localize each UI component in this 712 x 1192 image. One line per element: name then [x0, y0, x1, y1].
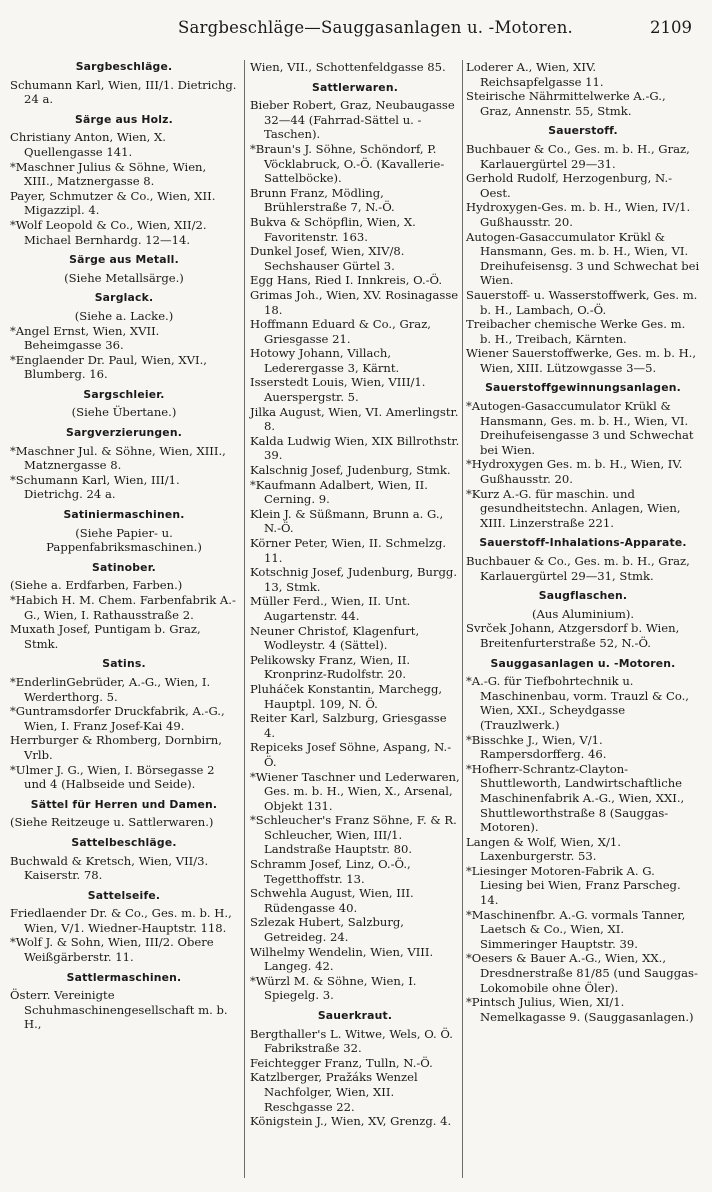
running-title: Sargbeschläge—Sauggasanlagen u. -Motoren. — [178, 18, 573, 37]
directory-entry: Buchwald & Kretsch, Wien, VII/3. Kaiserstr. 78. — [10, 853, 209, 883]
page-header — [0, 18, 712, 42]
column-2 — [250, 60, 460, 1129]
directory-entry: *Wiener Taschner und Lederwaren, Ges. m. b. H., Wien, X., Arsenal, Objekt 131. — [250, 769, 460, 813]
directory-entry: Neuner Christof, Klagenfurt, Wodleystr. 4 (Sättel). — [250, 623, 420, 653]
section-heading: Sargschleier. — [83, 387, 165, 401]
directory-entry: Kalschnig Josef, Judenburg, Stmk. — [250, 463, 451, 478]
directory-entry: *Englaender Dr. Paul, Wien, XVI., Blumberg. 16. — [10, 352, 207, 382]
directory-entry: Muxath Josef, Puntigam b. Graz, Stmk. — [10, 622, 201, 651]
directory-entry: *Braun's J. Söhne, Schöndorf, P. Vöcklabruck, O.-Ö. (Kavallerie-Sattelböcke). — [250, 141, 445, 186]
directory-entry: *Hofherr-Schrantz-Clayton-Shuttleworth, Landwirtschaftliche Maschinenfabrik A.-G., Wien, XXI., Shuttleworthstraße 8 (Sauggas-Motoren). — [466, 761, 685, 835]
cross-reference: (Siehe Metallsärge.) — [64, 270, 184, 285]
section-heading: Sauerstoff-Inhalations-Apparate. — [479, 536, 687, 550]
directory-entry: Österr. Vereinigte Schuhmaschinengesellschaft m. b. H., — [10, 988, 228, 1032]
section-heading: Satinober. — [92, 560, 156, 574]
directory-entry: Treibacher chemische Werke Ges. m. b. H., Treibach, Kärnten. — [466, 317, 686, 346]
section-heading: Sattlermaschinen. — [66, 970, 182, 984]
column-divider-left — [244, 60, 245, 1178]
column-3 — [466, 60, 700, 1024]
directory-entry: Schwehla August, Wien, III. Rüdengasse 40. — [250, 886, 414, 915]
directory-entry: *Maschinenfbr. A.-G. vormals Tanner, Laetsch & Co., Wien, XI. Simmeringer Hauptstr. 39. — [466, 907, 686, 951]
section-heading: Sauerkraut. — [317, 1009, 393, 1022]
directory-entry: Wien, VII., Schottenfeldgasse 85. — [250, 60, 446, 74]
section-heading: Satiniermaschinen. — [63, 508, 185, 522]
directory-entry: *Bisschke J., Wien, V/1. Rampersdorfferg. 46. — [466, 732, 607, 762]
column-1 — [10, 60, 238, 1032]
directory-entry: Gerhold Rudolf, Herzogenburg, N.-Oest. — [466, 171, 673, 200]
directory-entry: Bieber Robert, Graz, Neubaugasse 32—44 (Fahrrad-Sättel u. -Taschen). — [250, 98, 455, 142]
directory-entry: Wiener Sauerstoffwerke, Ges. m. b. H., Wien, XIII. Lützowgasse 3—5. — [466, 346, 697, 375]
directory-entry: *Liesinger Motoren-Fabrik A. G. Liesing bei Wien, Franz Parscheg. 14. — [466, 863, 681, 908]
section-heading: Sauerstoff. — [548, 124, 618, 138]
section-heading: Särge aus Metall. — [69, 253, 179, 267]
directory-entry: Isserstedt Louis, Wien, VIII/1. Auerspergstr. 5. — [250, 375, 426, 405]
directory-entry: *Autogen-Gasaccumulator Krükl & Hansmann, Ges. m. b. H., Wien, VI. Dreihufeisengasse 3 und Schwechat bei Wien. — [466, 399, 694, 457]
directory-entry: *Hydroxygen Ges. m. b. H., Wien, IV. Gußhausstr. 20. — [466, 457, 683, 487]
directory-entry: Pelikowsky Franz, Wien, II. Kronprinz-Rudolfstr. 20. — [250, 652, 411, 682]
directory-entry: Kalda Ludwig Wien, XIX Billrothstr. 39. — [250, 433, 460, 463]
directory-entry: *Würzl M. & Söhne, Wien, I. Spiegelg. 3. — [250, 973, 417, 1003]
directory-entry: *Wolf J. & Sohn, Wien, III/2. Obere Weißgärberstr. 11. — [10, 935, 214, 965]
directory-entry: Katzlberger, Pražáks Wenzel Nachfolger, Wien, XII. Reschgasse 22. — [250, 1070, 418, 1114]
directory-entry: Friedlaender Dr. & Co., Ges. m. b. H., Wien, V/1. Wiedner-Hauptstr. 118. — [10, 906, 232, 935]
directory-entry: Hoffmann Eduard & Co., Graz, Griesgasse 21. — [250, 317, 431, 346]
directory-entry: Repiceks Josef Söhne, Aspang, N.-Ö. — [250, 740, 452, 769]
directory-entry: *Angel Ernst, Wien, XVII. Beheimgasse 36. — [10, 323, 160, 353]
section-heading: Satins. — [102, 657, 146, 671]
directory-entry: *Habich H. M. Chem. Farbenfabrik A.-G., Wien, I. Rathausstraße 2. — [10, 593, 236, 622]
directory-entry: (Siehe Reitzeuge u. Sattlerwaren.) — [10, 815, 214, 830]
column-divider-right — [462, 60, 463, 1178]
directory-entry: Jilka August, Wien, VI. Amerlingstr. 8. — [250, 404, 459, 434]
directory-entry: *Maschner Julius & Söhne, Wien, XIII., Matznergasse 8. — [10, 159, 207, 189]
directory-entry: Szlezak Hubert, Salzburg, Getreideg. 24. — [250, 915, 404, 945]
directory-entry: Feichtegger Franz, Tulln, N.-Ö. — [250, 1055, 433, 1070]
directory-entry: Bergthaller's L. Witwe, Wels, O. Ö. Fabrikstraße 32. — [250, 1026, 453, 1056]
section-heading: Sargbeschläge. — [75, 60, 173, 73]
section-heading: Sattelseife. — [87, 888, 161, 902]
directory-entry: *Kurz A.-G. für maschin. und gesundheitstechn. Anlagen, Wien, XIII. Linzerstraße 221. — [466, 486, 681, 530]
directory-entry: Bukva & Schöpflin, Wien, X. Favoritenstr. 163. — [250, 214, 416, 244]
directory-entry: Schumann Karl, Wien, III/1. Dietrichg. 24 a. — [10, 77, 237, 107]
directory-entry: *Schleucher's Franz Söhne, F. & R. Schleucher, Wien, III/1. Landstraße Hauptstr. 80. — [250, 813, 457, 857]
directory-entry: *Schumann Karl, Wien, III/1. Dietrichg. 24 a. — [10, 472, 180, 502]
directory-entry: Königstein J., Wien, XV, Grenzg. 4. — [250, 1114, 452, 1129]
directory-entry: Dunkel Josef, Wien, XIV/8. Sechshauser Gürtel 3. — [250, 244, 405, 273]
section-heading: Särge aus Holz. — [75, 112, 173, 126]
directory-entry: Schramm Josef, Linz, O.-Ö., Tegetthoffstr. 13. — [250, 857, 411, 886]
directory-entry: Christiany Anton, Wien, X. Quellengasse 141. — [10, 130, 166, 159]
directory-entry: *Pintsch Julius, Wien, XI/1. Nemelkagasse 9. (Sauggasanlagen.) — [466, 995, 694, 1024]
directory-entry: *Ulmer J. G., Wien, I. Börsegasse 2 und 4 (Halbseide und Seide). — [10, 762, 215, 792]
directory-entry: Buchbauer & Co., Ges. m. b. H., Graz, Karlauergürtel 29—31, Stmk. — [466, 554, 690, 583]
directory-entry: Kotschnig Josef, Judenburg, Burgg. 13, Stmk. — [250, 565, 458, 594]
cross-reference: (Aus Aluminium). — [531, 606, 635, 621]
cross-reference: (Siehe a. Lacke.) — [74, 308, 174, 323]
directory-entry: (Siehe a. Erdfarben, Farben.) — [10, 578, 183, 593]
directory-entry: Müller Ferd., Wien, II. Unt. Augartenstr. 44. — [250, 594, 411, 623]
directory-entry: *Guntramsdorfer Druckfabrik, A.-G., Wien, I. Franz Josef-Kai 49. — [10, 704, 225, 733]
directory-entry: Egg Hans, Ried I. Innkreis, O.-Ö. — [250, 273, 443, 288]
directory-entry: Wilhelmy Wendelin, Wien, VIII. Langeg. 42. — [250, 944, 434, 974]
directory-entry: Grimas Joh., Wien, XV. Rosinagasse 18. — [250, 287, 459, 317]
directory-entry: *EnderlinGebrüder, A.-G., Wien, I. Werderthorg. 5. — [10, 674, 211, 704]
directory-entry: Herrburger & Rhomberg, Dornbirn, Vrlb. — [10, 733, 222, 762]
cross-reference: (Siehe Übertane.) — [71, 405, 177, 420]
directory-entry: *Kaufmann Adalbert, Wien, II. Cerning. 9. — [250, 477, 428, 507]
directory-entry: *Maschner Jul. & Söhne, Wien, XIII., Matznergasse 8. — [10, 443, 226, 473]
directory-entry: Körner Peter, Wien, II. Schmelzg. 11. — [250, 536, 447, 565]
directory-entry: Brunn Franz, Mödling, Brühlerstraße 7, N.-Ö. — [250, 185, 395, 215]
directory-entry: Svrček Johann, Atzgersdorf b. Wien, Breitenfurterstraße 52, N.-Ö. — [466, 621, 680, 650]
directory-entry: Payer, Schmutzer & Co., Wien, XII. Migazzipl. 4. — [10, 188, 216, 218]
directory-entry: Pluháček Konstantin, Marchegg, Hauptpl. 109, N. Ö. — [250, 681, 443, 711]
section-heading: Saugflaschen. — [538, 589, 628, 603]
section-heading: Sauggasanlagen u. -Motoren. — [490, 656, 676, 670]
section-heading: Sarglack. — [94, 291, 154, 305]
section-heading: Sargverzierungen. — [65, 426, 183, 440]
cross-reference: (Siehe Papier- u. Pappenfabriksmaschinen.) — [46, 525, 202, 555]
directory-entry: Reiter Karl, Salzburg, Griesgasse 4. — [250, 711, 447, 740]
directory-entry: Steirische Nährmittelwerke A.-G., Graz, Annenstr. 55, Stmk. — [466, 89, 666, 118]
directory-entry: Buchbauer & Co., Ges. m. b. H., Graz, Karlauergürtel 29—31. — [466, 141, 690, 171]
directory-entry: Autogen-Gasaccumulator Krükl & Hansmann, Ges. m. b. H., Wien, VI. Dreihufeisensg. 3 und Schwechat bei Wien. — [466, 229, 700, 288]
directory-entry: Hotowy Johann, Villach, Lederergasse 3, Kärnt. — [250, 346, 400, 375]
directory-entry: *Wolf Leopold & Co., Wien, XII/2. Michael Bernhardg. 12—14. — [10, 217, 207, 247]
section-heading: Sattlerwaren. — [311, 80, 399, 94]
directory-entry: Sauerstoff- u. Wasserstoffwerk, Ges. m. b. H., Lambach, O.-Ö. — [466, 287, 698, 317]
page-number: 2109 — [650, 18, 692, 37]
directory-entry: *Oesers & Bauer A.-G., Wien, XX., Dresdnerstraße 81/85 (und Sauggas-Lokomobile ohne Öler). — [466, 951, 698, 995]
directory-entry: Loderer A., Wien, XIV. Reichsapfelgasse 11. — [466, 60, 604, 89]
section-heading: Sättel für Herren und Damen. — [30, 797, 218, 811]
directory-entry: Langen & Wolf, Wien, X/1. Laxenburgerstr. 53. — [466, 834, 621, 864]
section-heading: Sauerstoffgewinnungsanlagen. — [485, 381, 681, 395]
directory-entry: Hydroxygen-Ges. m. b. H., Wien, IV/1. Gußhausstr. 20. — [466, 200, 691, 229]
section-heading: Sattelbeschläge. — [71, 835, 177, 849]
directory-entry: Klein J. & Süßmann, Brunn a. G., N.-Ö. — [250, 506, 444, 536]
directory-entry: *A.-G. für Tiefbohrtechnik u. Maschinenbau, vorm. Trauzl & Co., Wien, XXI., Scheydgasse (Trauzlwerk.) — [466, 674, 689, 732]
